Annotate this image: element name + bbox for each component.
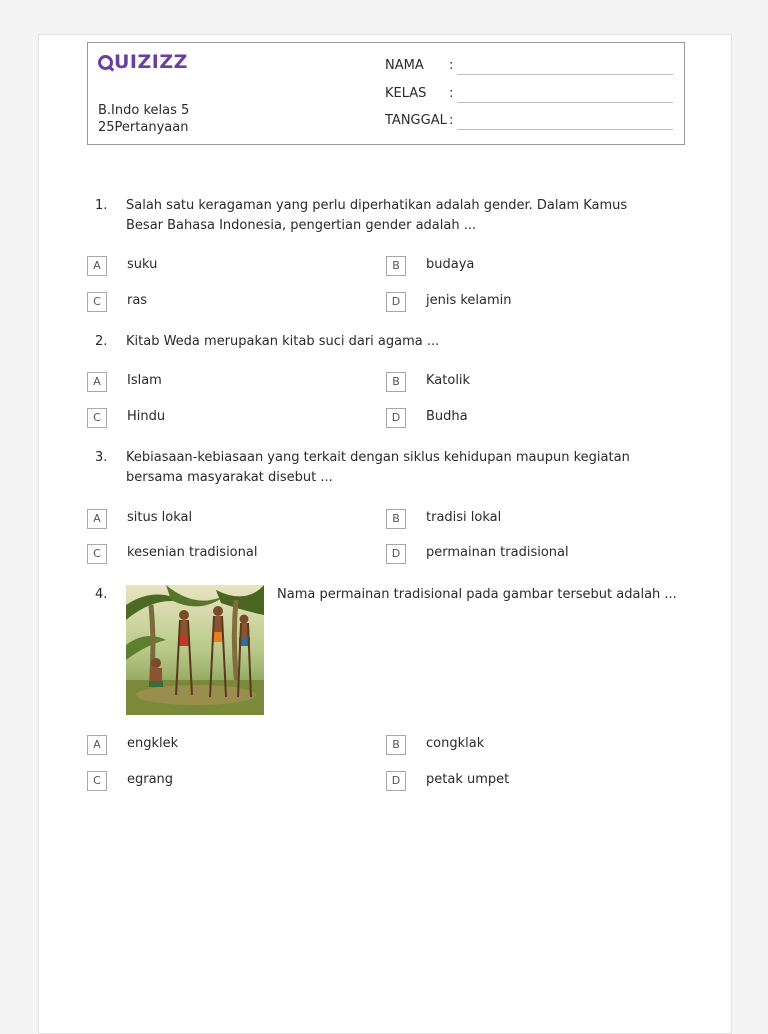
- option-letter-box: D: [386, 408, 406, 428]
- option-letter-box: B: [386, 372, 406, 392]
- option-text: suku: [127, 257, 158, 272]
- question-number: 4.: [95, 587, 108, 602]
- option-text: Hindu: [127, 409, 166, 424]
- option-text: Katolik: [426, 373, 471, 388]
- question-text: Nama permainan tradisional pada gambar tersebut adalah ...: [277, 587, 677, 602]
- option-letter-box: A: [87, 735, 107, 755]
- question-count: 25Pertanyaan: [98, 120, 189, 135]
- name-line: [457, 74, 673, 75]
- option-text: jenis kelamin: [426, 293, 512, 308]
- name-label: NAMA: [385, 58, 424, 73]
- option-letter-box: C: [87, 408, 107, 428]
- option-text: Islam: [127, 373, 162, 388]
- option-text: petak umpet: [426, 772, 510, 787]
- option-letter-box: D: [386, 771, 406, 791]
- option-text: situs lokal: [127, 510, 193, 525]
- option-text: budaya: [426, 257, 475, 272]
- option-text: kesenian tradisional: [127, 545, 258, 560]
- name-field[interactable]: NAMA :: [385, 58, 457, 73]
- class-field[interactable]: KELAS :: [385, 86, 457, 101]
- date-field[interactable]: TANGGAL :: [385, 113, 457, 128]
- option-letter-box: B: [386, 256, 406, 276]
- option-letter-box: C: [87, 771, 107, 791]
- option-letter-box: C: [87, 544, 107, 564]
- option-letter-box: A: [87, 256, 107, 276]
- quiz-title: B.Indo kelas 5: [98, 103, 190, 118]
- option-text: Budha: [426, 409, 468, 424]
- worksheet-page: [38, 34, 732, 1034]
- option-letter-box: D: [386, 544, 406, 564]
- option-letter-box: D: [386, 292, 406, 312]
- option-letter-box: B: [386, 509, 406, 529]
- stilts-game-photo: [126, 585, 264, 715]
- option-letter-box: A: [87, 372, 107, 392]
- date-label: TANGGAL: [385, 113, 447, 128]
- option-text: ras: [127, 293, 148, 308]
- option-letter-box: B: [386, 735, 406, 755]
- option-text: tradisi lokal: [426, 510, 502, 525]
- date-line: [457, 129, 673, 130]
- question-text: Salah satu keragaman yang perlu diperhatikan adalah gender. Dalam Kamus Besar Bahasa Indonesia, pengertian gender adalah ...: [126, 198, 628, 233]
- question-number: 3.: [95, 450, 108, 465]
- option-text: egrang: [127, 772, 174, 787]
- quizizz-logo: UIZIZZ: [98, 51, 188, 73]
- option-text: permainan tradisional: [426, 545, 569, 560]
- question-text: Kebiasaan-kebiasaan yang terkait dengan siklus kehidupan maupun kegiatan bersama masyarakat disebut ...: [126, 450, 630, 485]
- class-line: [457, 102, 673, 103]
- worksheet-header: [87, 42, 685, 145]
- option-letter-box: C: [87, 292, 107, 312]
- question-number: 2.: [95, 334, 108, 349]
- question-number: 1.: [95, 198, 108, 213]
- option-letter-box: A: [87, 509, 107, 529]
- option-text: engklek: [127, 736, 179, 751]
- option-text: congklak: [426, 736, 485, 751]
- question-text: Kitab Weda merupakan kitab suci dari agama ...: [126, 334, 440, 349]
- class-label: KELAS: [385, 86, 427, 101]
